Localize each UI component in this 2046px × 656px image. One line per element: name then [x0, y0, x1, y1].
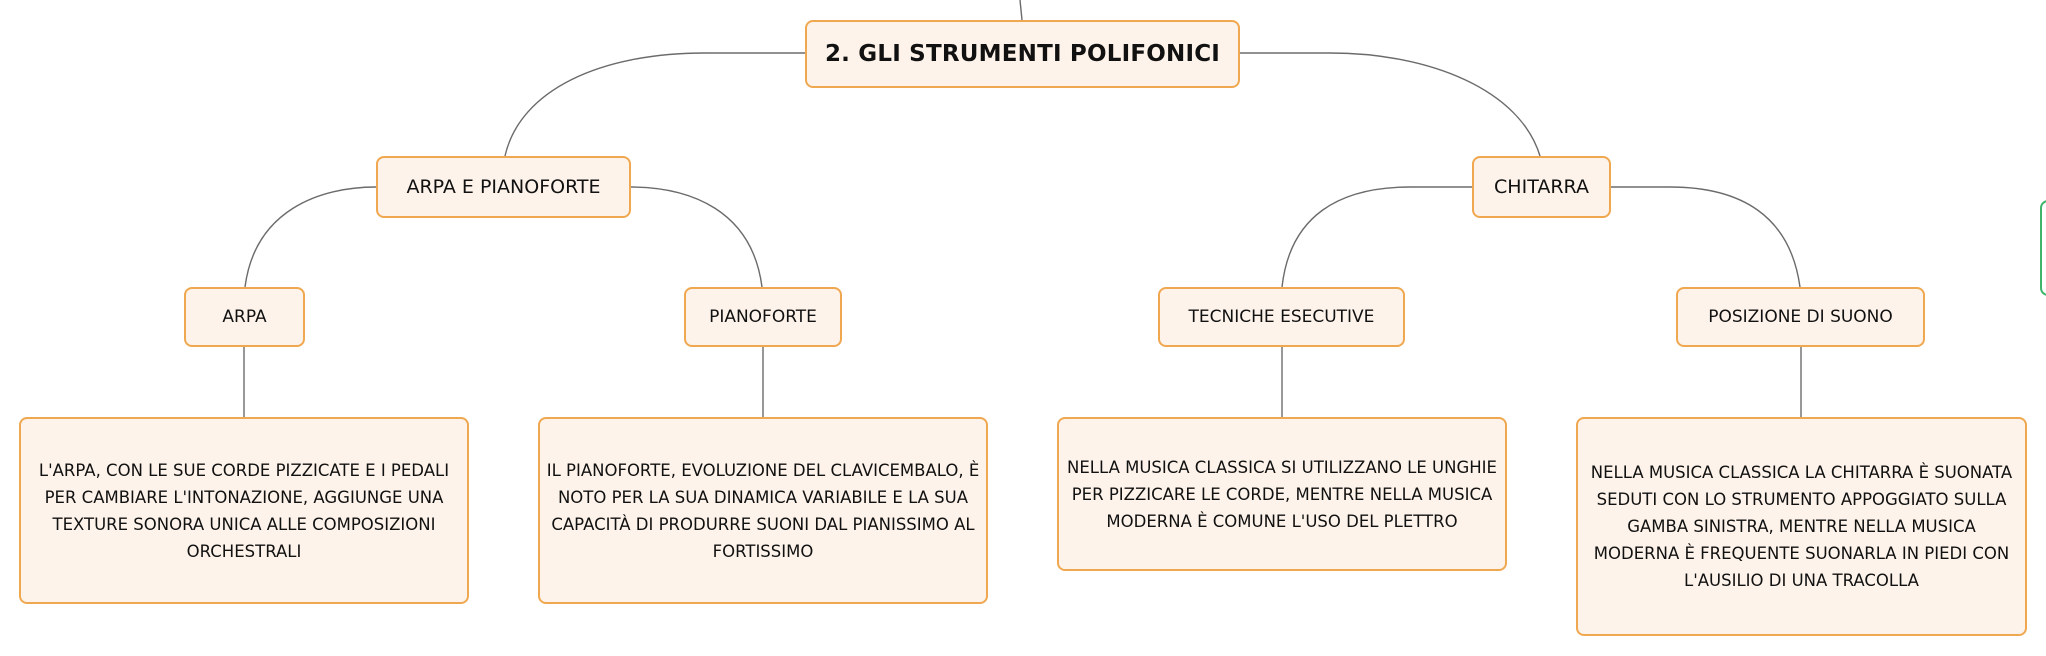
root-topic-label: 2. GLI STRUMENTI POLIFONICI — [824, 41, 1221, 67]
connector-chitarra-to-tecniche — [1282, 187, 1472, 287]
description-posizione-di-suono-text: NELLA MUSICA CLASSICA LA CHITARRA È SUONATA SEDUTI CON LO STRUMENTO APPOGGIATO SULLA GAMBA SINISTRA, MENTRE NELLA MUSICA MODERNA È FREQUENTE SUONARLA IN PIEDI CON L'AUSILIO DI UNA TRACOLLA — [1590, 463, 2013, 590]
topic-posizione-di-suono[interactable] — [1676, 287, 1925, 347]
description-posizione-di-suono[interactable] — [1576, 417, 2027, 636]
description-arpa-text: L'ARPA, CON LE SUE CORDE PIZZICATE E I PEDALI PER CAMBIARE L'INTONAZIONE, AGGIUNGE UNA TEXTURE SONORA UNICA ALLE COMPOSIZIONI ORCHESTRALI — [38, 460, 450, 561]
topic-tecniche-esecutive[interactable] — [1158, 287, 1405, 347]
description-arpa[interactable] — [19, 417, 469, 604]
topic-posizione-di-suono-label: POSIZIONE DI SUONO — [1708, 307, 1893, 327]
connector-arpa-e-pianoforte-to-arpa — [245, 187, 376, 287]
root-topic[interactable] — [805, 20, 1240, 88]
topic-pianoforte-label: PIANOFORTE — [709, 307, 817, 327]
topic-tecniche-esecutive-label: TECNICHE ESECUTIVE — [1188, 307, 1375, 327]
connector-arpa-e-pianoforte-to-pianoforte — [630, 187, 762, 287]
topic-arpa-label: ARPA — [222, 307, 267, 327]
topic-arpa-e-pianoforte-label: ARPA E PIANOFORTE — [406, 176, 601, 198]
connector-root-to-arpa-e-pianoforte — [505, 53, 805, 156]
connector-root-parent — [1020, 0, 1022, 20]
connector-root-to-chitarra — [1240, 53, 1540, 156]
description-pianoforte-text: IL PIANOFORTE, EVOLUZIONE DEL CLAVICEMBALO, È NOTO PER LA SUA DINAMICA VARIABILE E LA SUA CAPACITÀ DI PRODURRE SUONI DAL PIANISSIMO AL FORTISSIMO — [546, 460, 980, 561]
topic-chitarra-label: CHITARRA — [1494, 176, 1589, 198]
topic-arpa[interactable] — [184, 287, 305, 347]
description-tecniche-esecutive-text: NELLA MUSICA CLASSICA SI UTILIZZANO LE UNGHIE PER PIZZICARE LE CORDE, MENTRE NELLA MUSICA MODERNA È COMUNE L'USO DEL PLETTRO — [1067, 457, 1497, 531]
description-tecniche-esecutive[interactable] — [1057, 417, 1507, 571]
description-pianoforte[interactable] — [538, 417, 988, 604]
topic-arpa-e-pianoforte[interactable] — [376, 156, 631, 218]
connector-chitarra-to-posizione — [1610, 187, 1800, 287]
topic-chitarra[interactable] — [1472, 156, 1611, 218]
offscreen-node-edge[interactable] — [2040, 200, 2046, 296]
topic-pianoforte[interactable] — [684, 287, 842, 347]
